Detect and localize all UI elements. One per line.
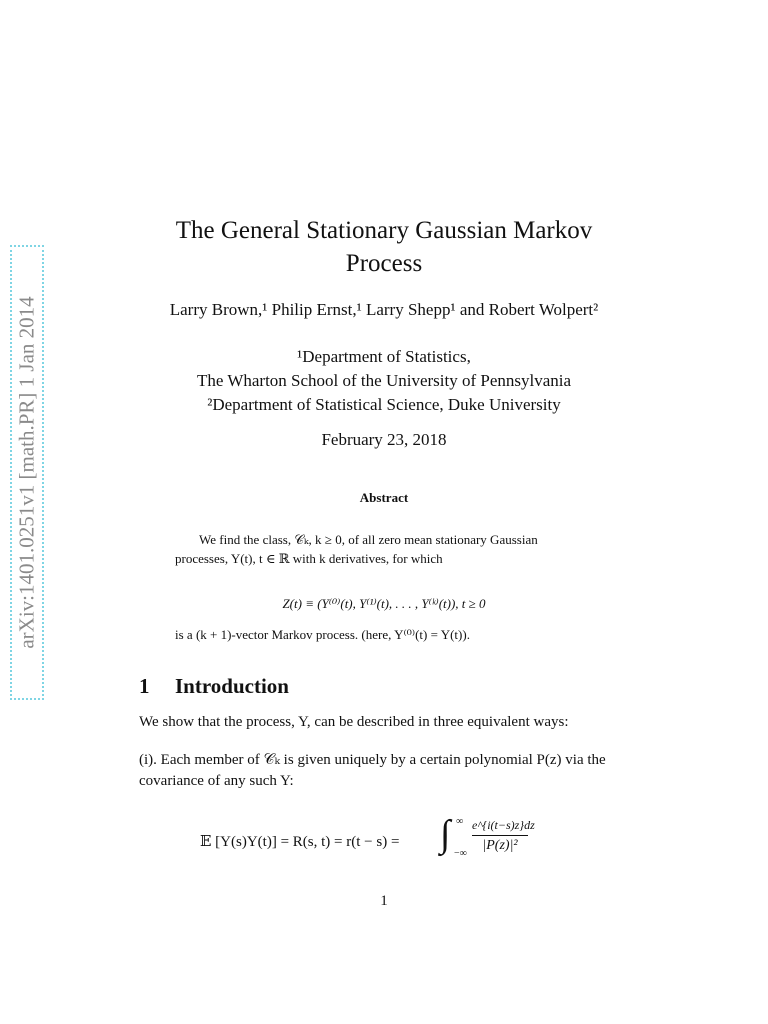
arxiv-stamp-text: arXiv:1401.0251v1 [math.PR] 1 Jan 2014 bbox=[14, 296, 39, 649]
integral-lower-limit: −∞ bbox=[454, 848, 467, 859]
equation-denominator: |P(z)|² bbox=[482, 838, 518, 853]
section-number: 1 bbox=[139, 674, 150, 698]
paper-title bbox=[0, 214, 768, 280]
affiliation-2: The Wharton School of the University of Pennsylvania bbox=[196, 371, 572, 390]
affiliations bbox=[0, 345, 768, 417]
integral-sign: ∫ bbox=[440, 813, 451, 855]
paragraph-1: We show that the process, Y, can be described in three equivalent ways: bbox=[139, 714, 569, 730]
equation-numerator: e^{i(t−s)z}dz bbox=[472, 818, 528, 836]
title-line-2: Process bbox=[345, 250, 423, 277]
abstract-body bbox=[175, 530, 605, 568]
covariance-equation bbox=[200, 813, 580, 868]
section-title: Introduction bbox=[175, 674, 289, 698]
abstract-line-2: processes, Y(t), t ∈ ℝ with k derivatives, for which bbox=[175, 551, 443, 566]
paragraph-2: (i). Each member of 𝒞ₖ is given uniquely by a certain polynomial P(z) via the covariance of any such Y: bbox=[139, 752, 606, 789]
affiliation-1: ¹Department of Statistics, bbox=[297, 347, 471, 366]
integral-upper-limit: ∞ bbox=[456, 816, 464, 827]
equation-lhs: 𝔼 [Y(s)Y(t)] = R(s, t) = r(t − s) = bbox=[200, 834, 400, 850]
paper-date: February 23, 2018 bbox=[321, 430, 447, 449]
abstract-tail: is a (k + 1)-vector Markov process. (here, Y⁽⁰⁾(t) = Y(t)). bbox=[175, 627, 470, 642]
title-line-1: The General Stationary Gaussian Markov bbox=[175, 217, 593, 244]
equation-fraction bbox=[472, 818, 535, 854]
page-number: 1 bbox=[380, 893, 388, 909]
abstract-line-1: We find the class, 𝒞ₖ, k ≥ 0, of all zero mean stationary Gaussian bbox=[199, 532, 538, 547]
authors: Larry Brown,¹ Philip Ernst,¹ Larry Shepp¹ and Robert Wolpert² bbox=[169, 300, 599, 319]
abstract-equation: Z(t) ≡ (Y⁽⁰⁾(t), Y⁽¹⁾(t), . . . , Y⁽ᵏ⁾(t)), t ≥ 0 bbox=[282, 596, 486, 611]
affiliation-3: ²Department of Statistical Science, Duke University bbox=[207, 395, 561, 414]
abstract-heading: Abstract bbox=[359, 490, 409, 505]
section-heading bbox=[139, 674, 289, 699]
